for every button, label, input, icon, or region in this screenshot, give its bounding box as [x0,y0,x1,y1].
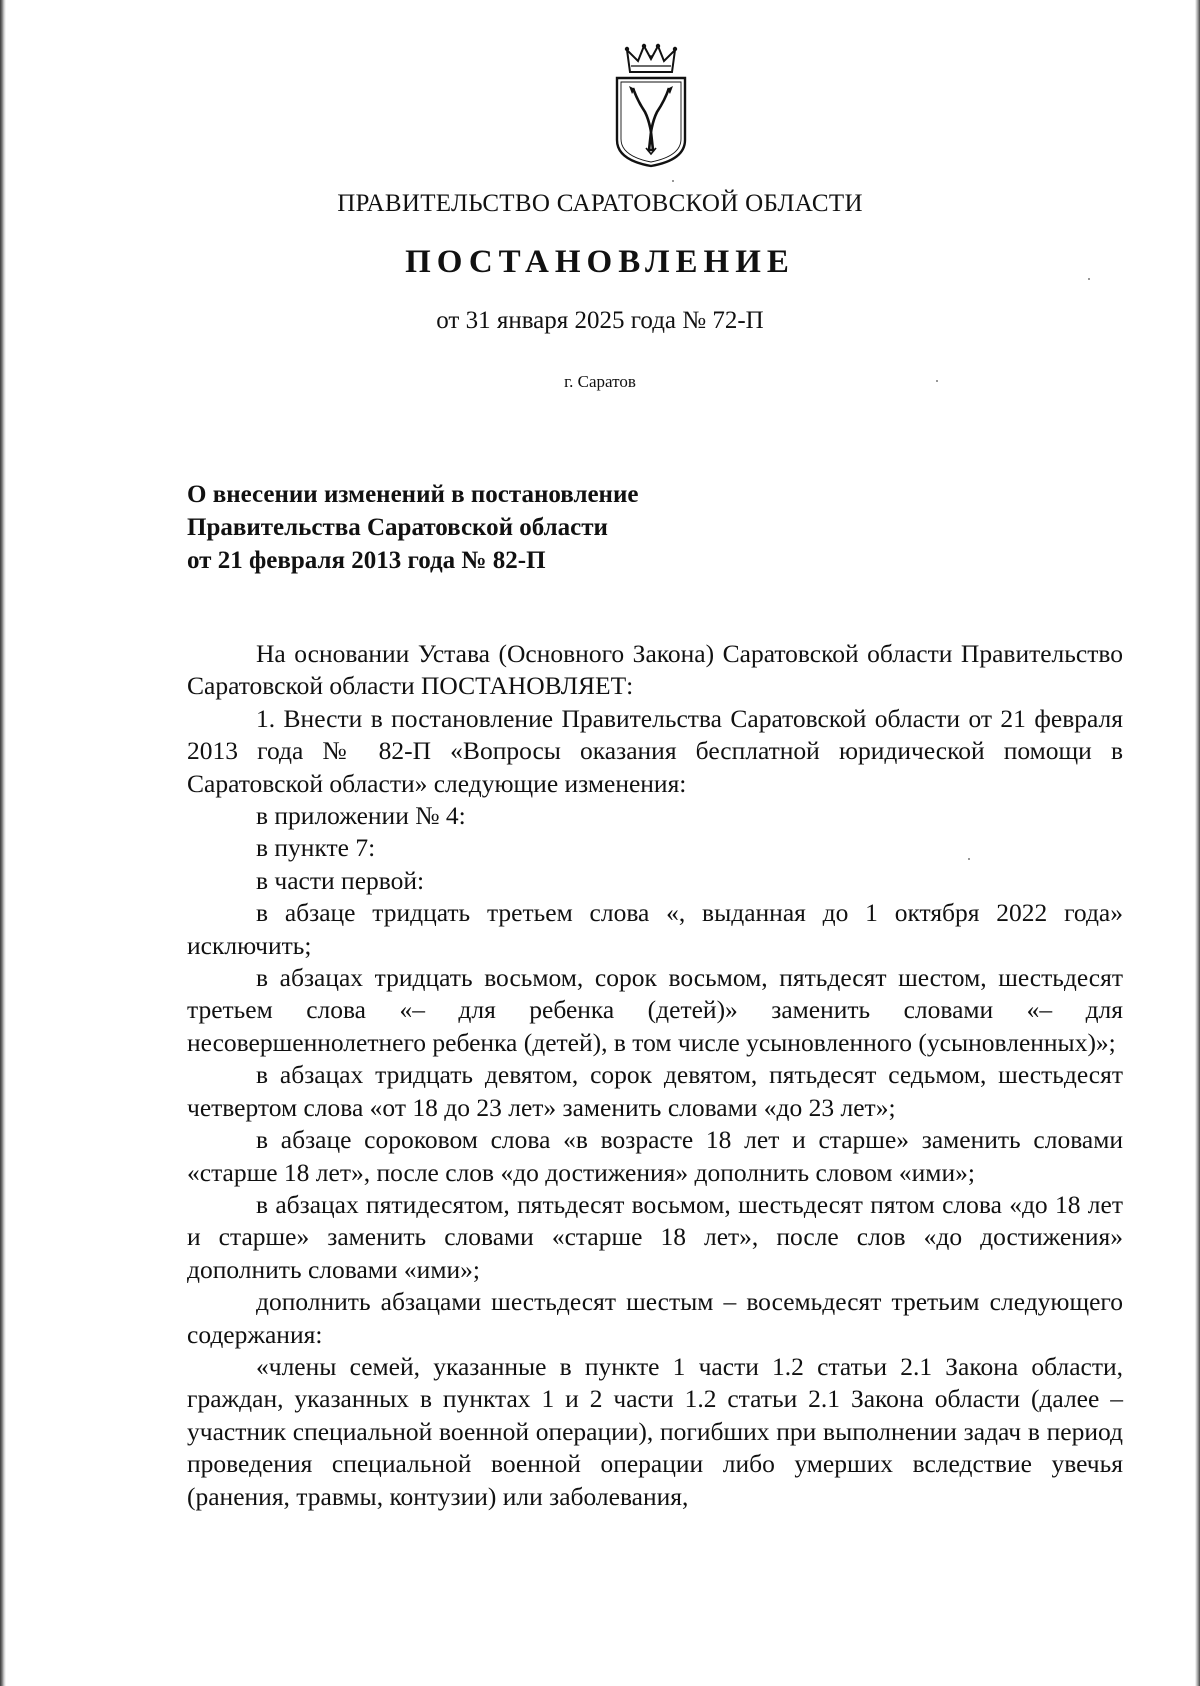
body-paragraph: «члены семей, указанные в пункте 1 части 1.2 статьи 2.1 Закона области, граждан, указанных в пунктах 1 и 2 части 1.2 статьи 2.1 Закона области (далее – участник специальной военной операции), погибших при выполнении задач в период проведения специальной военной операции либо умерших вследствие увечья (ранения, травмы, контузии) или заболевания, [187,1351,1123,1511]
document-date-number: от 31 января 2025 года № 72-П [436,307,764,334]
document-city: г. Саратов [564,372,636,391]
body-paragraph: в абзацах пятидесятом, пятьдесят восьмом, шестьдесят пятом слова «до 18 лет и старше» заменить словами «старше 18 лет», после слов «до достижения» дополнить словами «ими»; [187,1189,1123,1284]
body-paragraph: в абзаце сороковом слова «в возрасте 18 лет и старше» заменить словами «старше 18 лет», после слов «до достижения» дополнить словом «ими»; [187,1125,1123,1187]
document-type-title: ПОСТАНОВЛЕНИЕ [405,244,795,280]
document-body [187,638,1123,1513]
body-paragraph: в приложении № 4: [256,801,466,831]
body-paragraph: в абзацах тридцать восьмом, сорок восьмом, пятьдесят шестом, шестьдесят третьем слова «– для ребенка (детей)» заменить словами «– для несовершеннолетнего ребенка (детей), в том числе усыновленного (усыновленных)»; [187,963,1123,1057]
scan-speck [968,858,970,860]
body-paragraph: 1. Внести в постановление Правительства Саратовской области от 21 февраля 2013 года № 82-П «Вопросы оказания бесплатной юридической помощи в Саратовской области» следующие изменения: [187,703,1123,798]
coat-of-arms-icon [613,42,689,170]
body-paragraph: в абзаце тридцать третьем слова «, выданная до 1 октября 2022 года» исключить; [187,898,1123,960]
subject-line: от 21 февраля 2013 года № 82-П [187,547,546,574]
body-paragraph: в пункте 7: [256,833,376,863]
body-paragraph: в абзацах тридцать девятом, сорок девятом, пятьдесят седьмом, шестьдесят четвертом слова «от 18 до 23 лет» заменить словами «до 23 лет»; [187,1060,1123,1122]
body-paragraph: в части первой: [256,865,425,895]
document-subject [187,478,807,577]
subject-line: Правительства Саратовской области [187,514,608,541]
organization-title: ПРАВИТЕЛЬСТВО САРАТОВСКОЙ ОБЛАСТИ [337,190,863,217]
scan-speck [936,380,938,382]
scan-speck [672,180,674,182]
body-paragraph: На основании Устава (Основного Закона) Саратовской области Правительство Саратовской области ПОСТАНОВЛЯЕТ: [187,639,1123,701]
body-paragraph: дополнить абзацами шестьдесят шестым – восемьдесят третьим следующего содержания: [187,1287,1123,1349]
scan-speck [1088,278,1090,280]
subject-line: О внесении изменений в постановление [187,481,639,508]
